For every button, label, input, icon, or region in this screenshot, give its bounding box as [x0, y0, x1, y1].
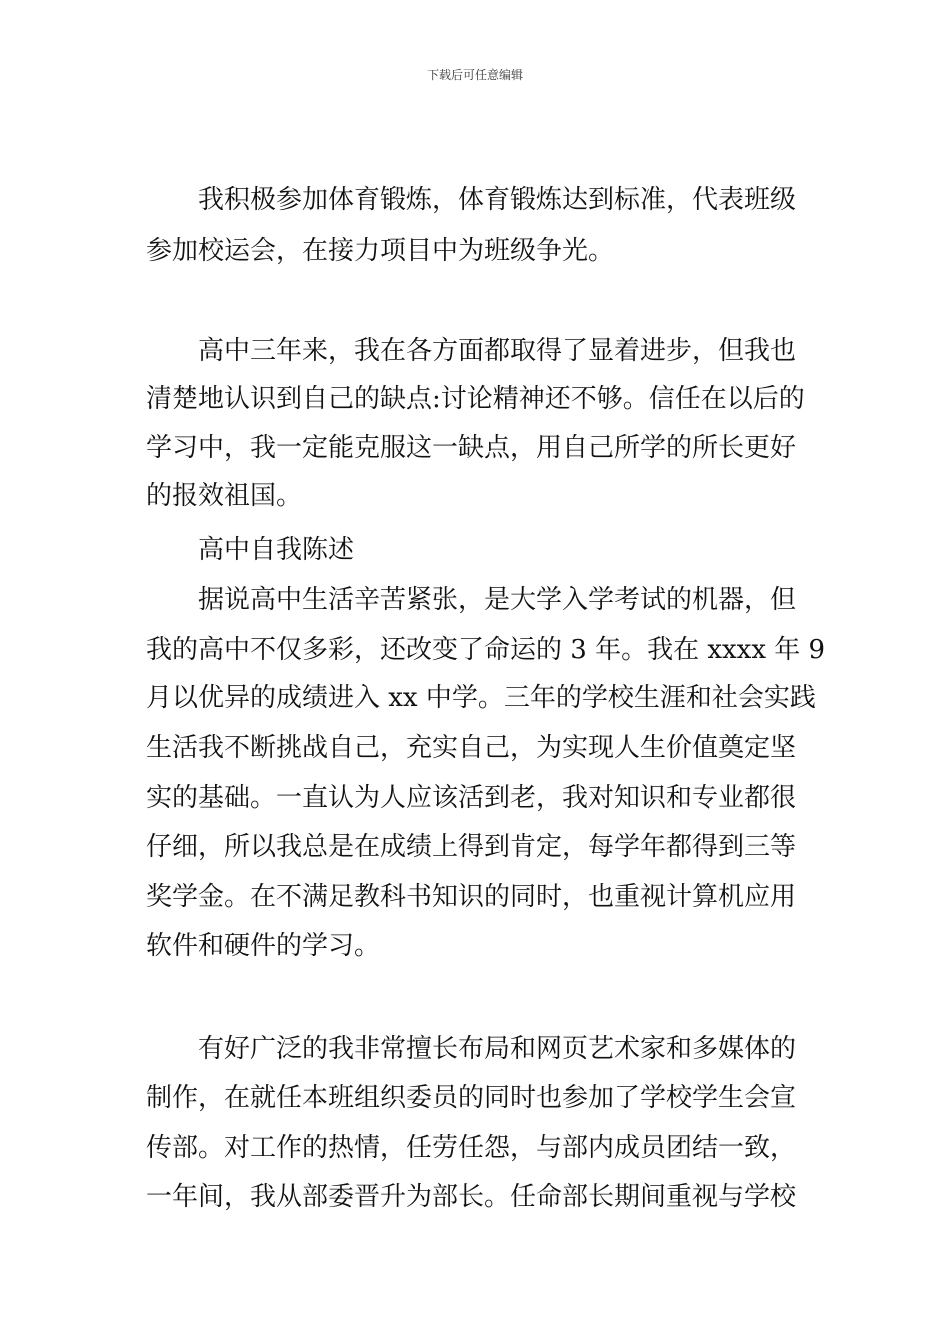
paragraph-2-line-1: 高中三年来，我在各方面都取得了显着进步，但我也: [146, 336, 797, 366]
paragraph-3-line-8: 软件和硬件的学习。: [146, 931, 381, 961]
paragraph-2-line-2: 清楚地认识到自己的缺点:讨论精神还不够。信任在以后的: [146, 384, 805, 414]
paragraph-1-line-2: 参加校运会，在接力项目中为班级争光。: [146, 236, 615, 266]
paragraph-1-line-1: 我积极参加体育锻炼，体育锻炼达到标准，代表班级: [146, 185, 797, 215]
paragraph-3-line-6: 仔细，所以我总是在成绩上得到肯定，每学年都得到三等: [146, 832, 797, 862]
paragraph-4-line-3: 传部。对工作的热情，任劳任怨，与部内成员团结一致，: [146, 1133, 797, 1163]
paragraph-4-line-1: 有好广泛的我非常擅长布局和网页艺术家和多媒体的: [146, 1034, 797, 1064]
paragraph-4-line-4: 一年间，我从部委晋升为部长。任命部长期间重视与学校: [146, 1182, 797, 1212]
paragraph-3-line-7: 奖学金。在不满足教科书知识的同时，也重视计算机应用: [146, 882, 797, 912]
paragraph-3-line-5: 实的基础。一直认为人应该活到老，我对知识和专业都很: [146, 783, 797, 813]
paragraph-2-line-4: 的报效祖国。: [146, 481, 303, 511]
page-header: 下载后可任意编辑: [426, 68, 523, 82]
paragraph-3-line-1: 据说高中生活辛苦紧张，是大学入学考试的机器，但: [146, 585, 797, 615]
paragraph-2-line-3: 学习中，我一定能克服这一缺点，用自己所学的所长更好: [146, 433, 797, 463]
paragraph-4-line-2: 制作，在就任本班组织委员的同时也参加了学校学生会宣: [146, 1083, 797, 1113]
paragraph-3-line-3: 月以优异的成绩进入 xx 中学。三年的学校生涯和社会实践: [146, 683, 816, 713]
paragraph-3-line-2: 我的高中不仅多彩，还改变了命运的 3 年。我在 xxxx 年 9: [146, 635, 826, 665]
section-title: 高中自我陈述: [146, 535, 355, 565]
paragraph-3-line-4: 生活我不断挑战自己，充实自己，为实现人生价值奠定坚: [146, 733, 797, 763]
